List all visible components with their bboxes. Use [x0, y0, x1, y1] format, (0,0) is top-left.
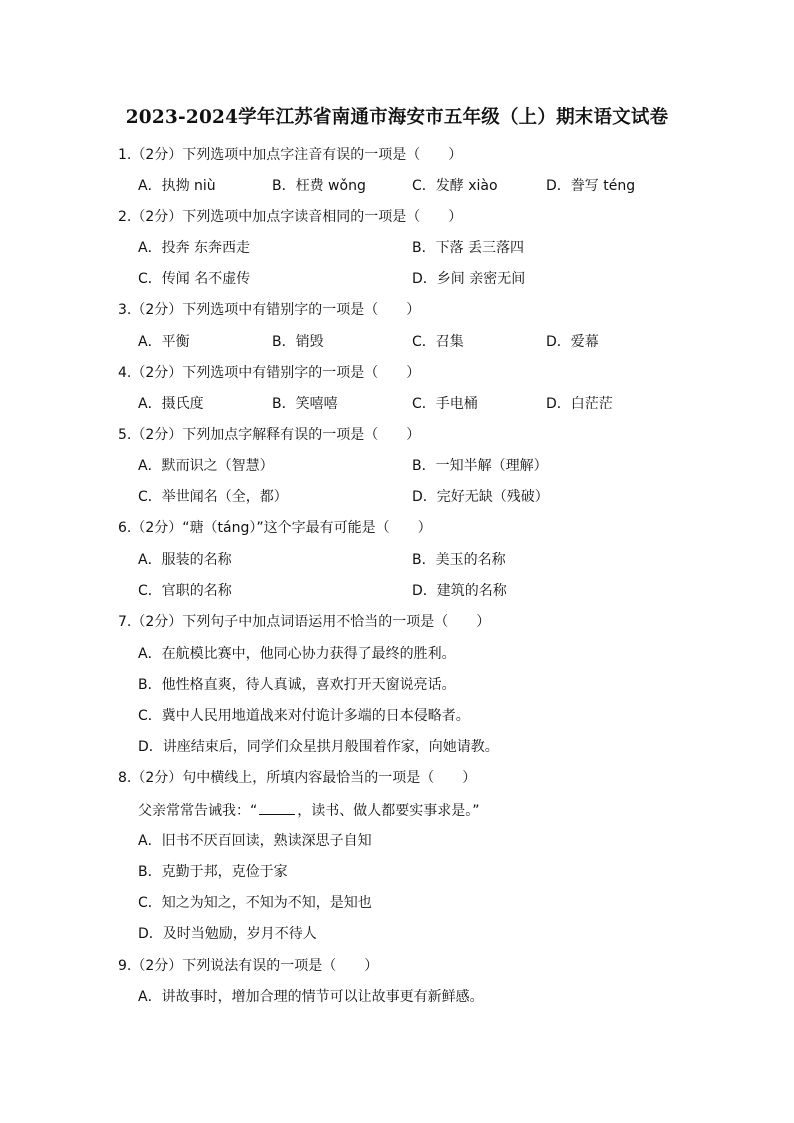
- question-3-option-a: A．平衡: [138, 334, 190, 350]
- question-3-option-b: B．销毁: [272, 334, 324, 350]
- question-6-stem: 6.（2分）“瑭（táng）”这个字最有可能是（ ）: [118, 520, 432, 536]
- question-1-option-a: A．执拗 niù: [138, 178, 216, 194]
- question-8-option-a: A．旧书不厌百回读，熟读深思子自知: [138, 833, 372, 849]
- question-1-option-b: B．枉费 wǒng: [272, 178, 366, 194]
- question-8-option-d: D．及时当勉励，岁月不待人: [138, 926, 317, 942]
- question-4-option-a: A．摄氏度: [138, 396, 204, 412]
- question-4-option-d: D．白茫茫: [546, 396, 613, 412]
- question-2-option-a: A．投奔 东奔西走: [138, 240, 251, 256]
- question-8-context-after: ，读书、做人都要实事求是。”: [297, 803, 480, 819]
- question-6-option-b: B．美玉的名称: [412, 552, 506, 568]
- question-5-option-b: B．一知半解（理解）: [412, 458, 548, 474]
- question-3-option-d: D．爱幕: [546, 334, 599, 350]
- question-2-option-b: B．下落 丢三落四: [412, 240, 525, 256]
- question-4-option-c: C．手电桶: [412, 396, 478, 412]
- question-3-stem: 3.（2分）下列选项中有错别字的一项是（ ）: [118, 302, 421, 318]
- question-4-stem: 4.（2分）下列选项中有错别字的一项是（ ）: [118, 365, 421, 381]
- question-8-stem: 8.（2分）句中横线上，所填内容最恰当的一项是（ ）: [118, 770, 477, 786]
- question-2-option-d: D．乡间 亲密无间: [412, 271, 526, 287]
- question-1-stem: 1.（2分）下列选项中加点字注音有误的一项是（ ）: [118, 147, 463, 163]
- question-7-option-c: C．冀中人民用地道战来对付诡计多端的日本侵略者。: [138, 708, 470, 724]
- question-4-option-b: B．笑嘻嘻: [272, 396, 338, 412]
- question-5-option-c: C．举世闻名（全，都）: [138, 489, 288, 505]
- question-5-stem: 5.（2分）下列加点字解释有误的一项是（ ）: [118, 427, 421, 443]
- question-7-option-d: D．讲座结束后，同学们众星拱月般围着作家，向她请教。: [138, 739, 499, 755]
- question-6-option-d: D．建筑的名称: [412, 583, 507, 599]
- question-7-option-b: B．他性格直爽，待人真诚，喜欢打开天窗说亮话。: [138, 677, 456, 693]
- question-6-option-c: C．官职的名称: [138, 583, 232, 599]
- question-9-option-a: A．讲故事时，增加合理的情节可以让故事更有新鲜感。: [138, 989, 484, 1005]
- question-9-stem: 9.（2分）下列说法有误的一项是（ ）: [118, 958, 379, 974]
- question-2-stem: 2.（2分）下列选项中加点字读音相同的一项是（ ）: [118, 209, 463, 225]
- question-7-stem: 7.（2分）下列句子中加点词语运用不恰当的一项是（ ）: [118, 614, 491, 630]
- question-1-option-d: D．誊写 téng: [546, 178, 636, 194]
- question-2-option-c: C．传闻 名不虚传: [138, 271, 251, 287]
- question-7-option-a: A．在航模比赛中，他同心协力获得了最终的胜利。: [138, 646, 456, 662]
- question-3-option-c: C．召集: [412, 334, 464, 350]
- question-8-context-before: 父亲常常告诫我：“: [138, 803, 258, 819]
- question-8-option-c: C．知之为知之，不知为不知，是知也: [138, 895, 372, 911]
- page-title: 2023-2024学年江苏省南通市海安市五年级（上）期末语文试卷: [125, 107, 669, 128]
- answer-blank: [259, 801, 295, 815]
- question-8-option-b: B．克勤于邦，克俭于家: [138, 864, 288, 880]
- question-5-option-d: D．完好无缺（残破）: [412, 489, 549, 505]
- question-8-context: [138, 801, 480, 820]
- question-1-option-c: C．发酵 xiào: [412, 178, 498, 194]
- question-6-option-a: A．服装的名称: [138, 552, 232, 568]
- question-5-option-a: A．默而识之（智慧）: [138, 458, 274, 474]
